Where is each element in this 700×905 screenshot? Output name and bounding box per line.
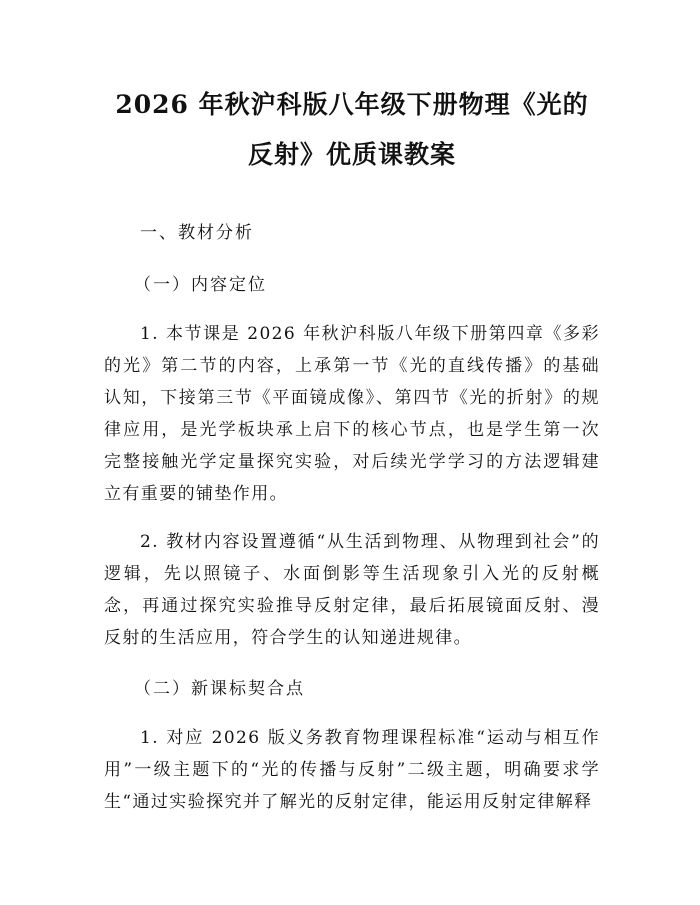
subsection-heading-content-positioning: （一）内容定位	[134, 275, 267, 295]
document-title: 2026 年秋沪科版八年级下册物理《光的反射》优质课教案	[115, 90, 589, 169]
paragraph-content-positioning-2: 2. 教材内容设置遵循“从生活到物理、从物理到社会”的逻辑，先以照镜子、水面倒影等生活现象引入光的反射概念，再通过探究实验推导反射定律，最后拓展镜面反射、漫反射的生活应用，符合学生的认知递进规律。	[104, 532, 600, 648]
paragraph-curriculum-standard-1: 1. 对应 2026 版义务教育物理课程标准“运动与相互作用”一级主题下的“光的传播与反射”二级主题，明确要求学生“通过实验探究并了解光的反射定律，能运用反射定律解释	[104, 728, 600, 812]
section-heading-teaching-material-analysis: 一、教材分析	[140, 223, 254, 243]
paragraph-content-positioning-1: 1. 本节课是 2026 年秋沪科版八年级下册第四章《多彩的光》第二节的内容，上承第一节《光的直线传播》的基础认知，下接第三节《平面镜成像》、第四节《光的折射》的规律应用，是光学板块承上启下的核心节点，也是学生第一次完整接触光学定量探究实验，对后续光学学习的方法逻辑建立有重要的铺垫作用。	[104, 324, 600, 504]
subsection-heading-curriculum-standard: （二）新课标契合点	[134, 679, 305, 699]
